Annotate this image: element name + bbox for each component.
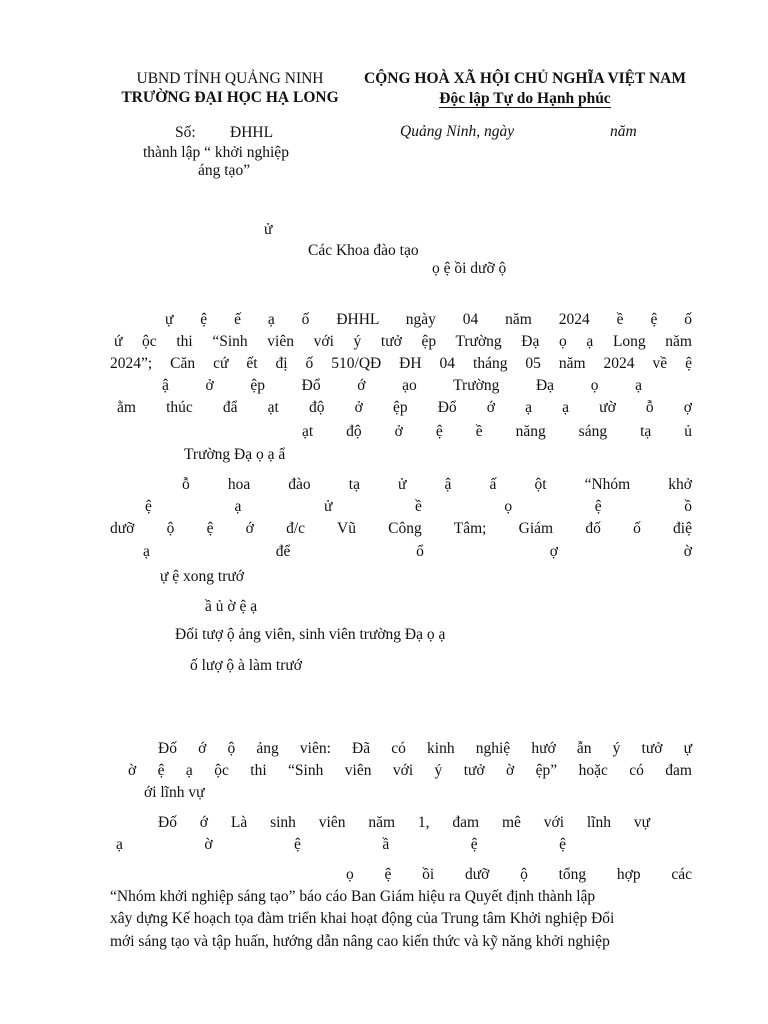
body-line: Đố ớ ộ ảng viên: Đã có kinh nghiệ hướ ẫn ý tưở ự <box>158 740 692 757</box>
national-motto <box>355 88 695 110</box>
national-title: CỘNG HOÀ XÃ HỘI CHỦ NGHĨA VIỆT NAM <box>364 70 686 87</box>
body-line: ạt độ ở ệ ề năng sáng tạ ủ <box>302 423 692 440</box>
place-date: Quảng Ninh, ngày <box>400 123 515 140</box>
document-subject-line2: áng tạo” <box>198 162 251 179</box>
body-line: xây dựng Kế hoạch tọa đàm triển khai hoạt động của Trung tâm Khởi nghiệp Đổi <box>110 910 615 927</box>
recipient-label: ử <box>264 221 273 238</box>
body-line: ự ệ ế ạ ố ĐHHL ngày 04 năm 2024 ề ệ ố <box>165 311 692 328</box>
body-line: ạ để ổ ợ ờ <box>143 543 692 560</box>
body-line: ứ ộc thi “Sinh viên với ý tưở ệp Trường Đạ ọ ạ Long năm <box>114 333 692 350</box>
body-line: 2024”; Căn cứ ết đị ố 510/QĐ ĐH 04 tháng 05 năm 2024 về ệ <box>110 355 692 372</box>
body-line: “Nhóm khởi nghiệp sáng tạo” báo cáo Ban Giám hiệu ra Quyết định thành lập <box>110 888 596 905</box>
recipient-center: ọ ệ ồi dưỡ ộ <box>432 260 507 277</box>
body-line: ự ệ xong trướ <box>160 568 244 585</box>
body-line: ằm thúc đẩ ạt độ ở ệp Đổ ớ ạ ạ ườ ỗ ợ <box>117 399 692 416</box>
body-line: ạ ờ ệ ầ ệ ệ <box>116 836 566 853</box>
document-number-label: Số: <box>175 124 196 141</box>
body-line: ọ ệ ồi dưỡ ộ tổng hợp các <box>346 866 692 883</box>
agency-name: UBND TỈNH QUẢNG NINH <box>136 70 324 87</box>
body-line: dưỡ ộ ệ ớ đ/c Vũ Công Tâm; Giám đố ố điệ <box>110 520 692 537</box>
body-line: ờ ệ ạ ộc thi “Sinh viên với ý tưở ờ ệp” hoặc có đam <box>128 762 692 779</box>
recipient-faculties: Các Khoa đào tạo <box>308 242 419 259</box>
body-line: ệ ạ ử ề ọ ệ ồ <box>145 498 692 515</box>
national-motto-text: Độc lập Tự do Hạnh phúc <box>439 90 611 107</box>
section-heading: ầ ủ ờ ệ ạ <box>205 598 258 615</box>
body-line: mới sáng tạo và tập huấn, hướng dẫn nâng cao kiến thức và kỹ năng khởi nghiệp <box>110 933 610 950</box>
school-name: TRƯỜNG ĐẠI HỌC HẠ LONG <box>121 89 339 106</box>
body-line: ỗ hoa đào tạ ử ậ ấ ột “Nhóm khở <box>182 476 692 493</box>
body-line: ậ ở ệp Đổ ớ ạo Trường Đạ ọ ạ <box>162 377 642 394</box>
body-line: Đối tượ ộ ảng viên, sinh viên trường Đạ ọ ạ <box>175 626 446 643</box>
document-number-code: ĐHHL <box>230 124 274 141</box>
date-year-word: năm <box>610 123 637 140</box>
body-line: ố lượ ộ à làm trướ <box>190 657 302 674</box>
body-line: Trường Đạ ọ ạ ẩ <box>184 446 286 463</box>
document-subject-line1: thành lập “ khởi nghiệp <box>143 144 289 161</box>
body-line: ới lĩnh vự <box>144 784 205 801</box>
body-line: Đố ớ Là sinh viên năm 1, đam mê với lĩnh vự <box>158 814 650 831</box>
